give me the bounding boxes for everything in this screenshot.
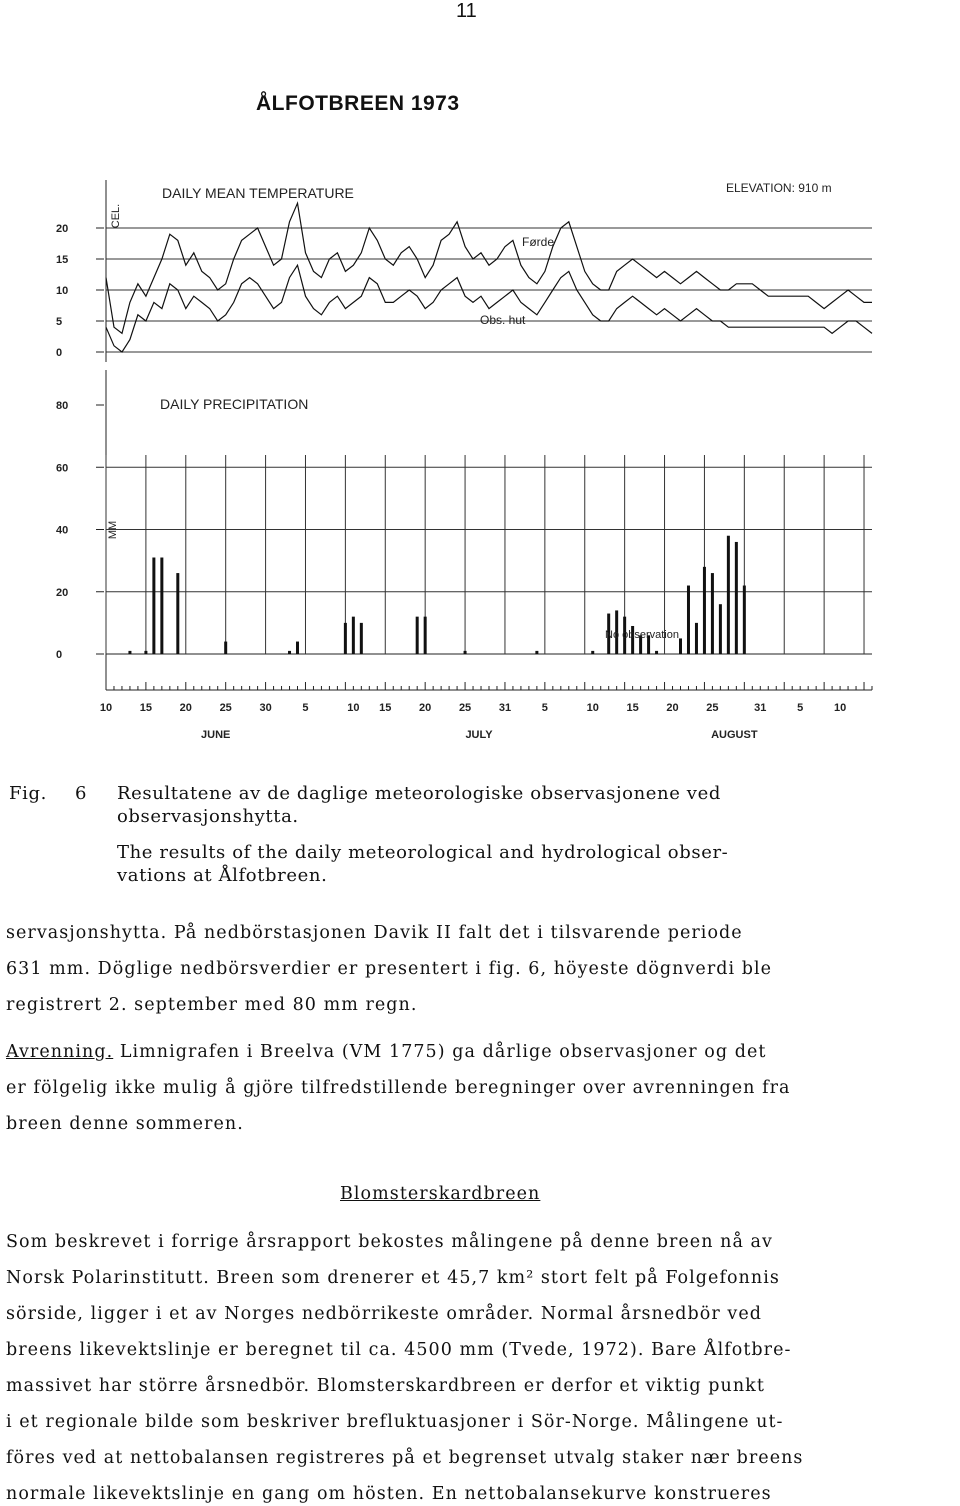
forde-series-label: Førde xyxy=(522,235,555,249)
text-line: sörside, ligger i et av Norges nedbörrikeste områder. Normal årsnedbör ved xyxy=(6,1304,763,1324)
precipitation-tick-label: 20 xyxy=(56,586,69,599)
precipitation-bar xyxy=(695,623,698,654)
x-tick-label: 30 xyxy=(259,702,272,714)
x-tick-label: 5 xyxy=(797,702,804,714)
x-tick-label: 15 xyxy=(379,702,392,714)
precipitation-bar xyxy=(296,642,299,654)
figure-caption xyxy=(9,783,949,886)
temperature-panel xyxy=(56,180,872,362)
precipitation-bar xyxy=(344,623,347,654)
obs-hut-series-label: Obs. hut xyxy=(480,313,526,327)
x-tick-label: 20 xyxy=(419,702,432,714)
text-line: servasjonshytta. På nedbörstasjonen Davik II falt det i tilsvarende periode xyxy=(6,923,743,943)
temperature-tick-label: 10 xyxy=(56,285,69,297)
text-line: breens likevektslinje er beregnet til ca. 4500 mm (Tvede, 1972). Bare Ålfotbre- xyxy=(6,1340,792,1360)
text-line xyxy=(6,1042,766,1062)
temperature-unit-label: CEL. xyxy=(110,203,122,229)
x-tick-label: 31 xyxy=(498,702,512,714)
precipitation-bar xyxy=(416,617,419,654)
temperature-tick-label: 15 xyxy=(56,254,69,266)
precipitation-panel xyxy=(56,370,872,690)
x-tick-label: 31 xyxy=(754,702,767,714)
precipitation-bar xyxy=(711,573,714,654)
text-line: breen denne sommeren. xyxy=(6,1114,244,1134)
x-tick-label: 10 xyxy=(586,702,599,714)
temperature-tick-label: 5 xyxy=(56,316,63,328)
page-number: 11 xyxy=(456,0,477,22)
text-line: föres ved at nettobalansen registreres på et begrenset utvalg staker nær breens xyxy=(6,1448,804,1468)
precipitation-tick-label: 80 xyxy=(56,400,69,412)
x-tick-label: 25 xyxy=(706,702,719,714)
precipitation-unit-label: MM xyxy=(107,520,119,540)
no-observation-label: No observation xyxy=(605,629,679,641)
date-axis xyxy=(100,682,872,741)
x-tick-label: 15 xyxy=(626,702,639,714)
precipitation-bar xyxy=(743,586,746,654)
x-tick-label: 25 xyxy=(219,702,232,714)
caption-number: 6 xyxy=(75,783,88,804)
text-line: i et regionale bilde som beskriver brefluktuasjoner i Sör-Norge. Målingene ut- xyxy=(6,1412,784,1432)
temperature-title: DAILY MEAN TEMPERATURE xyxy=(162,185,354,201)
precipitation-bar xyxy=(464,651,467,654)
precipitation-bar xyxy=(655,651,658,654)
text-line: massivet har större årsnedbör. Blomsterskardbreen er derfor et viktig punkt xyxy=(6,1376,765,1396)
precipitation-bar xyxy=(224,642,227,654)
temperature-tick-label: 20 xyxy=(56,223,69,235)
precipitation-tick-label: 60 xyxy=(56,462,69,475)
precipitation-bar xyxy=(703,567,706,654)
caption-label: Fig. xyxy=(9,783,47,804)
x-tick-label: 15 xyxy=(139,702,153,714)
precipitation-tick-label: 40 xyxy=(56,524,69,537)
precipitation-bar xyxy=(352,617,355,654)
precipitation-bar xyxy=(160,558,163,654)
precipitation-bar xyxy=(424,617,427,654)
text-span: Limnigrafen i Breelva (VM 1775) ga dårlige observasjoner og det xyxy=(113,1042,767,1062)
x-tick-label: 10 xyxy=(99,702,113,714)
temperature-line-obs-hut xyxy=(106,265,872,352)
runoff-heading: Avrenning. xyxy=(6,1042,114,1062)
month-label: JUNE xyxy=(201,729,231,741)
precipitation-bar xyxy=(144,651,147,654)
caption-english-line-1: The results of the daily meteorological and hydrological obser- xyxy=(117,842,729,863)
precipitation-bar xyxy=(152,558,155,654)
precipitation-bar xyxy=(591,651,594,654)
x-tick-label: 5 xyxy=(302,702,309,714)
precipitation-bar xyxy=(176,573,179,654)
precipitation-bar xyxy=(679,638,682,654)
text-line: normale likevektslinje en gang om hösten. En nettobalansekurve konstrueres xyxy=(6,1484,772,1504)
x-tick-label: 10 xyxy=(833,702,847,714)
precipitation-bar xyxy=(719,604,722,654)
precipitation-tick-label: 0 xyxy=(56,649,63,661)
text-line: 631 mm. Döglige nedbörsverdier er presentert i fig. 6, höyeste dögnverdi ble xyxy=(6,959,773,979)
text-line: registrert 2. september med 80 mm regn. xyxy=(6,995,418,1015)
precipitation-bar xyxy=(288,651,291,654)
month-label: AUGUST xyxy=(711,729,758,741)
caption-norwegian-line-2: observasjonshytta. xyxy=(117,806,299,827)
temperature-tick-label: 0 xyxy=(56,347,63,359)
elevation-label: ELEVATION: 910 m xyxy=(726,181,832,195)
x-tick-label: 5 xyxy=(541,702,548,714)
caption-english-line-2: vations at Ålfotbreen. xyxy=(117,865,328,886)
precipitation-bar xyxy=(360,623,363,654)
precipitation-title: DAILY PRECIPITATION xyxy=(160,396,309,412)
caption-norwegian-line-1: Resultatene av de daglige meteorologiske observasjonene ved xyxy=(117,783,721,804)
precipitation-bar xyxy=(128,651,131,654)
text-line: er fölgelig ikke mulig å gjöre tilfredstillende beregninger over avrenningen fra xyxy=(6,1078,791,1098)
precipitation-bar xyxy=(535,651,538,654)
x-tick-label: 20 xyxy=(666,702,679,714)
text-line: Som beskrevet i forrige årsrapport bekostes målingene på denne breen nå av xyxy=(6,1232,773,1252)
page-title: ÅLFOTBREEN 1973 xyxy=(256,92,460,115)
x-tick-label: 10 xyxy=(347,702,360,714)
precipitation-bar xyxy=(727,536,730,654)
precipitation-bar xyxy=(687,586,690,654)
x-tick-label: 20 xyxy=(179,702,192,714)
text-line: Norsk Polarinstitutt. Breen som drenerer et 45,7 km² stort felt på Folgefonnis xyxy=(6,1268,780,1288)
section-heading: Blomsterskardbreen xyxy=(340,1184,541,1204)
x-tick-label: 25 xyxy=(458,702,472,714)
precipitation-bar xyxy=(735,542,738,654)
month-label: JULY xyxy=(465,729,493,741)
